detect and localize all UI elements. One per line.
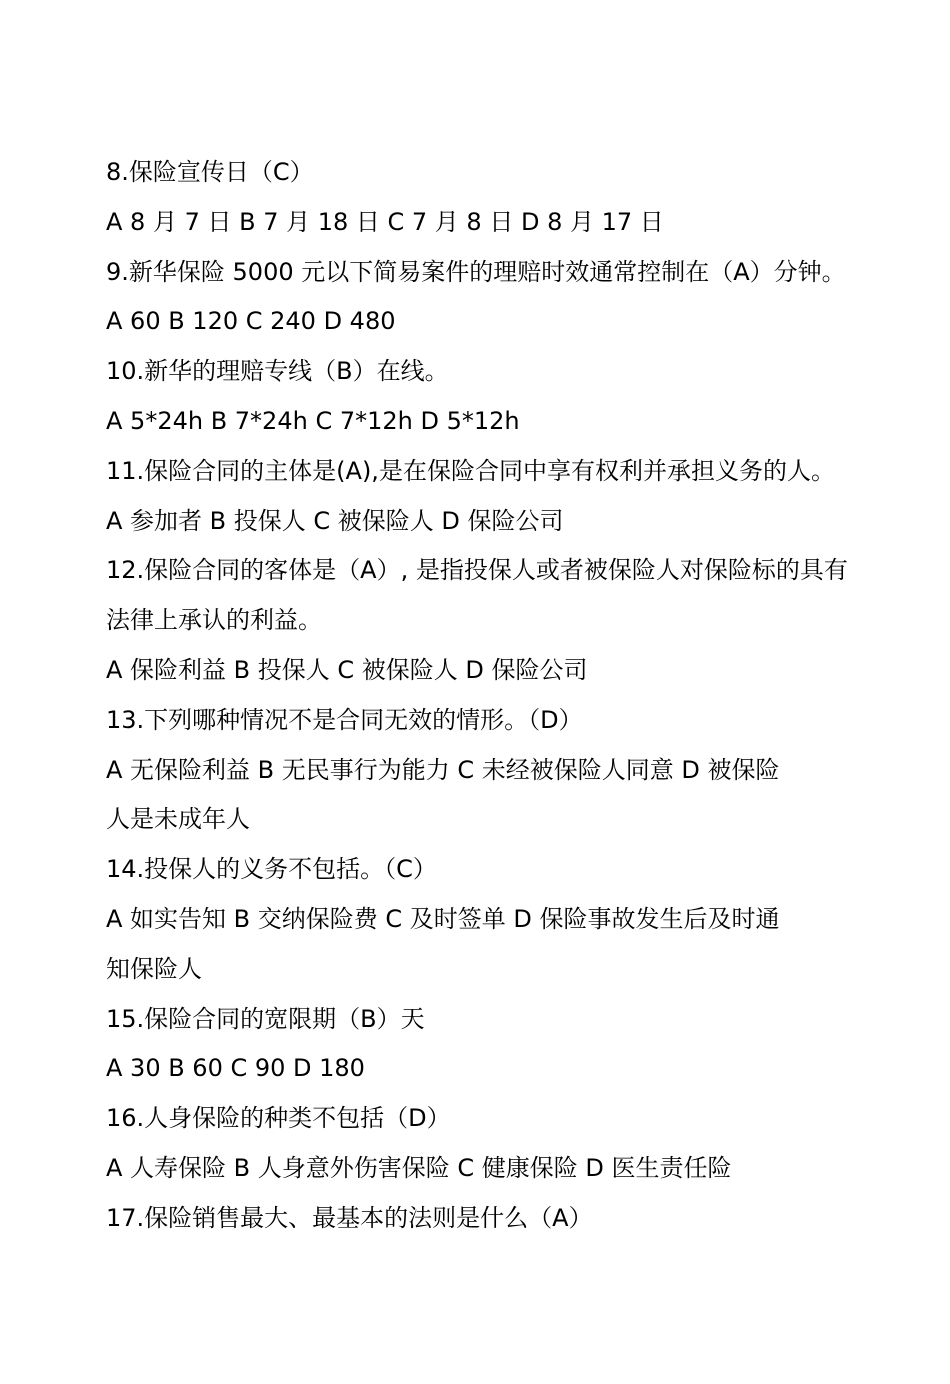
question-11-options: A 参加者 B 投保人 C 被保险人 D 保险公司: [106, 506, 564, 535]
question-9-options: A 60 B 120 C 240 D 480: [106, 307, 396, 336]
question-16-options: A 人寿保险 B 人身意外伤害保险 C 健康保险 D 医生责任险: [106, 1153, 732, 1182]
question-14-options-continued: 知保险人: [106, 954, 202, 983]
question-13-options-continued: 人是未成年人: [106, 805, 250, 834]
question-15-options: A 30 B 60 C 90 D 180: [106, 1054, 365, 1083]
question-14-options: A 如实告知 B 交纳保险费 C 及时签单 D 保险事故发生后及时通: [106, 904, 780, 933]
question-12-continued: 法律上承认的利益。: [106, 606, 322, 635]
question-13-options: A 无保险利益 B 无民事行为能力 C 未经被保险人同意 D 被保险: [106, 755, 780, 784]
question-8-options: A 8 月 7 日 B 7 月 18 日 C 7 月 8 日 D 8 月 17 日: [106, 207, 664, 236]
question-15: 15.保险合同的宽限期（B）天: [106, 1004, 425, 1033]
question-13: 13.下列哪种情况不是合同无效的情形。（D）: [106, 705, 583, 734]
question-17: 17.保险销售最大、最基本的法则是什么（A）: [106, 1203, 593, 1232]
question-12-options: A 保险利益 B 投保人 C 被保险人 D 保险公司: [106, 655, 588, 684]
question-9: 9.新华保险 5000 元以下简易案件的理赔时效通常控制在（A）分钟。: [106, 257, 846, 286]
question-10: 10.新华的理赔专线（B）在线。: [106, 357, 449, 386]
question-list: [106, 148, 896, 1244]
question-10-options: A 5*24h B 7*24h C 7*12h D 5*12h: [106, 406, 520, 435]
question-14: 14.投保人的义务不包括。（C）: [106, 855, 437, 884]
question-8: 8.保险宣传日（C）: [106, 158, 314, 186]
question-11: 11.保险合同的主体是(A),是在保险合同中享有权利并承担义务的人。: [106, 456, 835, 485]
question-12: 12.保险合同的客体是（A）, 是指投保人或者被保险人对保险标的具有: [106, 556, 848, 585]
question-16: 16.人身保险的种类不包括（D）: [106, 1104, 451, 1133]
